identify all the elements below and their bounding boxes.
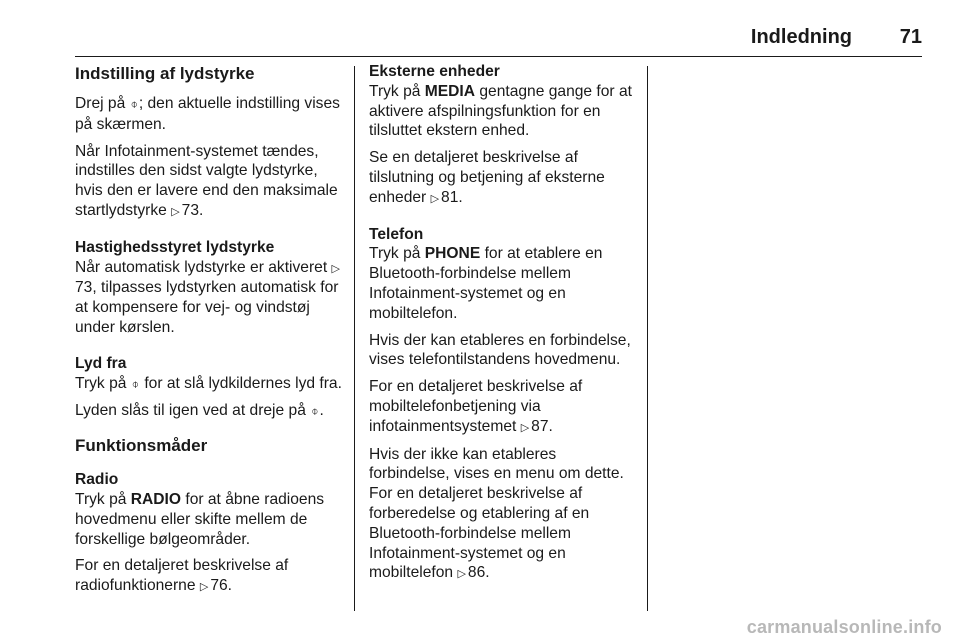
- paragraph: Drej på ⌽; den aktuelle indstilling vises på skærmen.: [75, 95, 340, 133]
- subsection-heading-phone: Telefon: [369, 225, 424, 243]
- watermark: carmanualsonline.info: [746, 617, 942, 637]
- media-button-label: MEDIA: [424, 82, 476, 100]
- section-heading-volume: Indstilling af lydstyrke: [75, 64, 255, 83]
- subsection-heading-radio: Radio: [75, 471, 119, 489]
- cross-reference-icon: ▷: [430, 191, 440, 205]
- page-reference: 76.: [210, 577, 233, 595]
- subsection-heading-speed-volume: Hastighedsstyret lydstyrke: [75, 238, 275, 256]
- cross-reference-icon: ▷: [199, 580, 209, 594]
- subsection-heading-mute: Lyd fra: [75, 354, 127, 372]
- paragraph: Lyden slås til igen ved at dreje på ⌽.: [75, 401, 347, 422]
- volume-knob-icon: ⌽: [311, 404, 319, 419]
- page-reference: 73,: [75, 279, 97, 297]
- cross-reference-icon: ▷: [171, 204, 180, 218]
- paragraph: Se en detaljeret beskrivelse af tilslutning og betjening af eksterne enheder ▷ 81.: [369, 148, 633, 208]
- phone-button-label: PHONE: [424, 245, 481, 263]
- paragraph: Hvis der kan etableres en forbindelse, vises telefontilstandens hovedmenu.: [369, 331, 631, 369]
- paragraph: Når Infotainment-systemet tændes, indstilles den sidst valgte lydstyrke, hvis den er lavere end den maksimale startlydstyrke ▷ 73.: [75, 142, 347, 222]
- page-number: 71: [899, 26, 922, 48]
- cross-reference-icon: ▷: [520, 420, 530, 434]
- volume-knob-icon: ⌽: [130, 97, 138, 111]
- left-column: [75, 62, 347, 604]
- paragraph: Tryk på ⌽ for at slå lydkildernes lyd fra.: [75, 374, 347, 395]
- cross-reference-icon: ▷: [331, 261, 340, 275]
- page-reference: 81.: [441, 188, 463, 206]
- paragraph: Tryk på RADIO for at åbne radioens hovedmenu eller skifte mellem de forskellige bølgeområder.: [75, 490, 325, 548]
- radio-button-label: RADIO: [130, 490, 182, 508]
- paragraph: Tryk på MEDIA gentagne gange for at aktivere afspilningsfunktion for en tilsluttet ekstern enhed.: [369, 82, 632, 140]
- paragraph: Tryk på PHONE for at etablere en Bluetooth-forbindelse mellem Infotainment-systemet og en mobiltelefon.: [369, 245, 603, 322]
- volume-knob-icon: ⌽: [131, 376, 139, 391]
- paragraph: Når automatisk lydstyrke er aktiveret ▷73, tilpasses lydstyrken automatisk for at kompensere for vej- og vindstøj under kørslen.: [75, 258, 340, 336]
- section-heading-modes: Funktionsmåder: [75, 436, 208, 456]
- page-reference: 87.: [531, 417, 553, 435]
- right-column: [369, 62, 633, 591]
- chapter-title: Indledning: [750, 26, 852, 48]
- page-reference: 73.: [181, 201, 204, 219]
- column-divider: [647, 66, 648, 611]
- cross-reference-icon: ▷: [457, 567, 466, 581]
- paragraph: For en detaljeret beskrivelse af mobiltelefonbetjening via infotainmentsystemet ▷ 87.: [369, 377, 633, 437]
- page-reference: 86.: [467, 564, 490, 582]
- paragraph: For en detaljeret beskrivelse af radiofunktionerne ▷ 76.: [75, 556, 347, 597]
- subsection-heading-external-devices: Eksterne enheder: [369, 63, 500, 80]
- paragraph: Hvis der ikke kan etableres forbindelse, vises en menu om dette. For en detaljeret beskrivelse af forberedelse og etablering af en Bluetooth-forbindelse mellem Infotainment-systemet og en mobiltelefon ▷ 86.: [369, 445, 633, 585]
- page-header: [75, 26, 922, 57]
- column-divider: [354, 66, 355, 611]
